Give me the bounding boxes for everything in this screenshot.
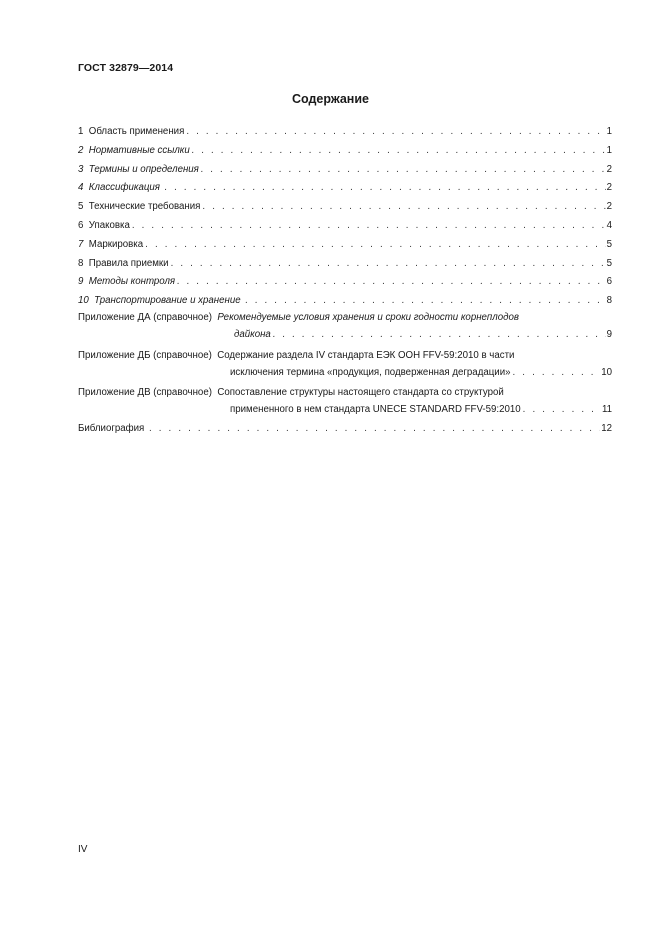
toc-entry-3[interactable]	[78, 158, 612, 177]
table-of-contents	[78, 120, 612, 440]
toc-number: 1	[78, 126, 84, 137]
dot-leader	[177, 275, 606, 289]
toc-text: Нормативные ссылки	[88, 144, 190, 156]
toc-bibliography[interactable]	[78, 421, 612, 440]
toc-number: 9	[78, 276, 84, 288]
document-code-header: ГОСТ 32879—2014	[78, 62, 174, 74]
toc-page: 2	[606, 182, 612, 194]
toc-text: Классификация	[88, 182, 160, 194]
appendix-title-line1: Сопоставление структуры настоящего стандарта со структурой	[217, 387, 504, 399]
toc-text: Упаковка	[88, 219, 130, 231]
toc-number: 3	[78, 163, 84, 175]
toc-text: Правила приемки	[88, 257, 169, 269]
dot-leader	[171, 257, 606, 271]
toc-entry-10[interactable]	[78, 289, 612, 308]
appendix-title-line2: дайкона	[234, 328, 271, 340]
appendix-prefix: Приложение ДВ (справочное)	[78, 387, 212, 399]
toc-page: 12	[601, 422, 612, 434]
dot-leader	[192, 144, 606, 158]
page-number-footer: IV	[78, 844, 88, 855]
toc-text: Маркировка	[88, 238, 144, 250]
toc-entry-9[interactable]	[78, 270, 612, 289]
dot-leader	[523, 403, 601, 417]
toc-page: 4	[606, 219, 612, 231]
appendix-title-line1: Содержание раздела IV стандарта ЕЭК ООН FFV-59:2010 в части	[217, 349, 515, 361]
toc-entry-8[interactable]	[78, 252, 612, 271]
dot-leader	[145, 238, 605, 252]
toc-number: 8	[78, 257, 84, 269]
toc-page: 2	[606, 163, 612, 175]
toc-page: 5	[606, 257, 612, 269]
dot-leader	[202, 200, 605, 214]
appendix-prefix: Приложение ДА (справочное)	[78, 311, 212, 323]
page-title: Содержание	[291, 92, 369, 106]
toc-page: 9	[606, 328, 612, 340]
toc-text: Область применения	[88, 126, 185, 137]
toc-page: 1	[606, 144, 612, 156]
toc-number: 2	[78, 144, 84, 156]
dot-leader	[273, 328, 606, 342]
toc-page: 6	[606, 276, 612, 288]
toc-appendix-dv[interactable]	[78, 383, 612, 421]
dot-leader	[201, 163, 606, 177]
toc-text: Термины и определения	[88, 163, 199, 175]
toc-page: 5	[606, 238, 612, 250]
appendix-prefix: Приложение ДБ (справочное)	[78, 349, 212, 361]
toc-entry-6[interactable]	[78, 214, 612, 233]
dot-leader	[186, 125, 605, 139]
toc-entry-5[interactable]	[78, 195, 612, 214]
toc-entry-1[interactable]	[78, 120, 612, 139]
dot-leader	[149, 422, 600, 436]
toc-number: 6	[78, 219, 84, 231]
toc-number: 10	[78, 295, 89, 307]
toc-page: 10	[601, 366, 612, 378]
toc-page: 11	[601, 404, 612, 416]
dot-leader	[165, 181, 606, 195]
toc-number: 4	[78, 182, 84, 194]
toc-page: 1	[606, 126, 612, 137]
appendix-title-line2: исключения термина «продукция, подверженная деградации»	[230, 366, 511, 378]
toc-text: Транспортирование и хранение	[94, 295, 241, 307]
toc-text: Методы контроля	[88, 276, 176, 288]
appendix-title-line1: Рекомендуемые условия хранения и сроки годности корнеплодов	[217, 311, 519, 323]
dot-leader	[245, 294, 605, 308]
dot-leader	[132, 219, 606, 233]
toc-text: Технические требования	[88, 201, 201, 213]
toc-appendix-db[interactable]	[78, 346, 612, 384]
toc-entry-2[interactable]	[78, 139, 612, 158]
appendix-title-line2: примененного в нем стандарта UNECE STANDARD FFV-59:2010	[230, 404, 521, 416]
toc-number: 5	[78, 201, 84, 213]
toc-number: 7	[78, 238, 84, 250]
toc-appendix-da[interactable]	[78, 308, 612, 346]
dot-leader	[513, 366, 601, 380]
toc-text: Библиография	[78, 422, 145, 434]
toc-entry-4[interactable]	[78, 176, 612, 195]
toc-page: 8	[606, 295, 612, 307]
toc-page: 2	[606, 201, 612, 213]
toc-entry-7[interactable]	[78, 233, 612, 252]
